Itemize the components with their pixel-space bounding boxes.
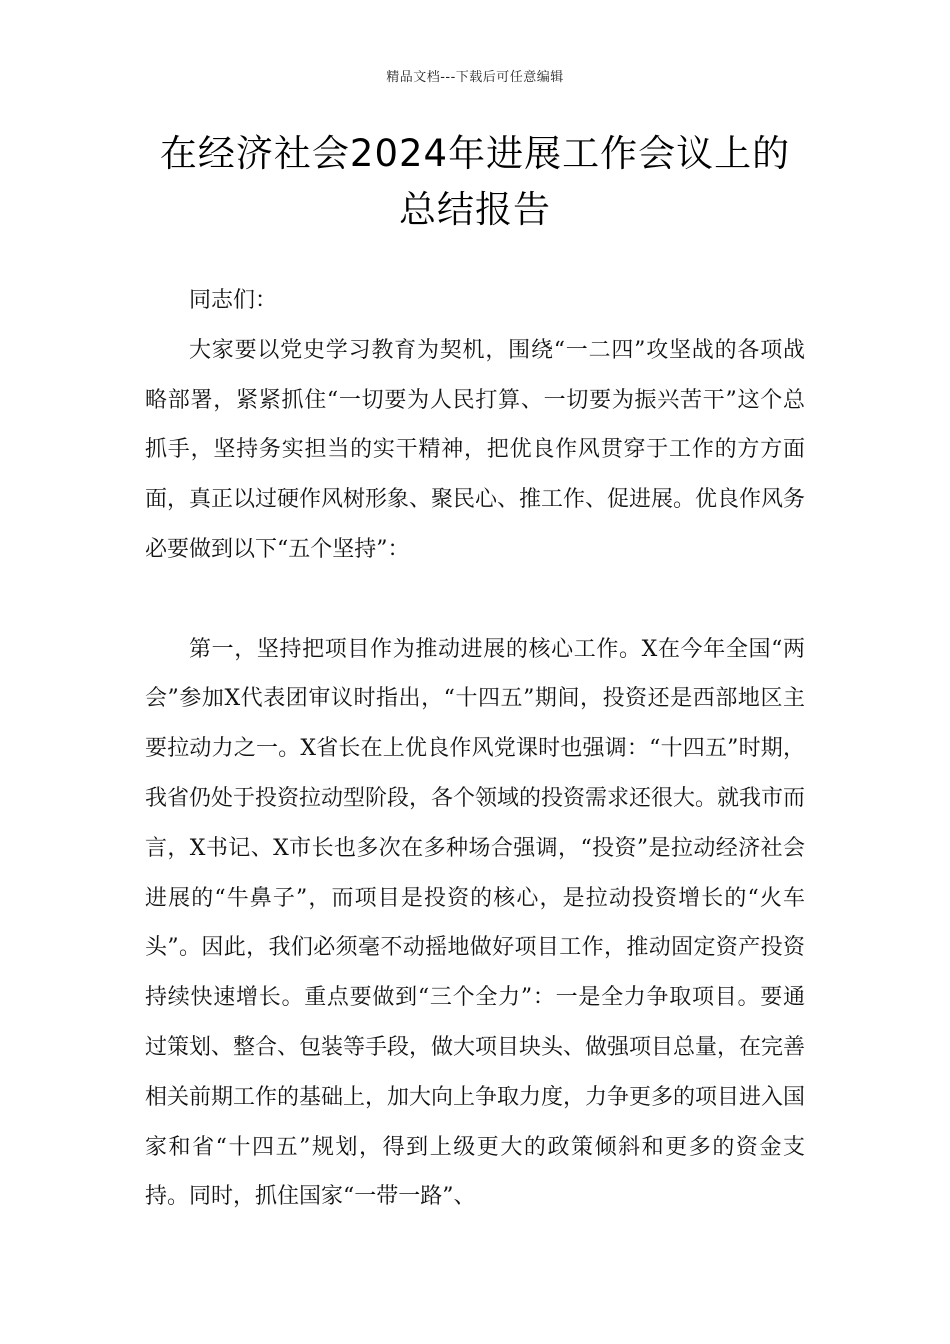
paragraph-spacer	[145, 575, 805, 625]
title-line-1: 在经济社会2024年进展工作会议上的	[159, 132, 791, 175]
document-body	[145, 276, 805, 1222]
paragraph-first-point: 第一，坚持把项目作为推动进展的核心工作。X在今年全国“两会”参加X代表团审议时指出，“十四五”期间，投资还是西部地区主要拉动力之一。X省长在上优良作风党课时也强调：“十四五”时期，我省仍处于投资拉动型阶段，各个领域的投资需求还很大。就我市而言，X书记、X市长也多次在多种场合强调，“投资”是拉动经济社会进展的“牛鼻子”，而项目是投资的核心，是拉动投资增长的“火车头”。因此，我们必须毫不动摇地做好项目工作，推动固定资产投资持续快速增长。重点要做到“三个全力”：一是全力争取项目。要通过策划、整合、包装等手段，做大项目块头、做强项目总量，在完善相关前期工作的基础上，加大向上争取力度，力争更多的项目进入国家和省“十四五”规划，得到上级更大的政策倾斜和更多的资金支持。同时，抓住国家“一带一路”、	[145, 636, 806, 1210]
title-line-2: 总结报告	[399, 188, 551, 231]
salutation: 同志们：	[189, 288, 278, 313]
header-note: 精品文档---下载后可任意编辑	[386, 70, 564, 85]
paragraph-intro: 大家要以党史学习教育为契机，围绕“一二四”攻坚战的各项战略部署，紧紧抓住“一切要为人民打算、一切要为振兴苦干”这个总抓手，坚持务实担当的实干精神，把优良作风贯穿于工作的方方面面，真正以过硬作风树形象、聚民心、推工作、促进展。优良作风务必要做到以下“五个坚持”：	[145, 337, 806, 562]
document-title	[130, 126, 820, 238]
